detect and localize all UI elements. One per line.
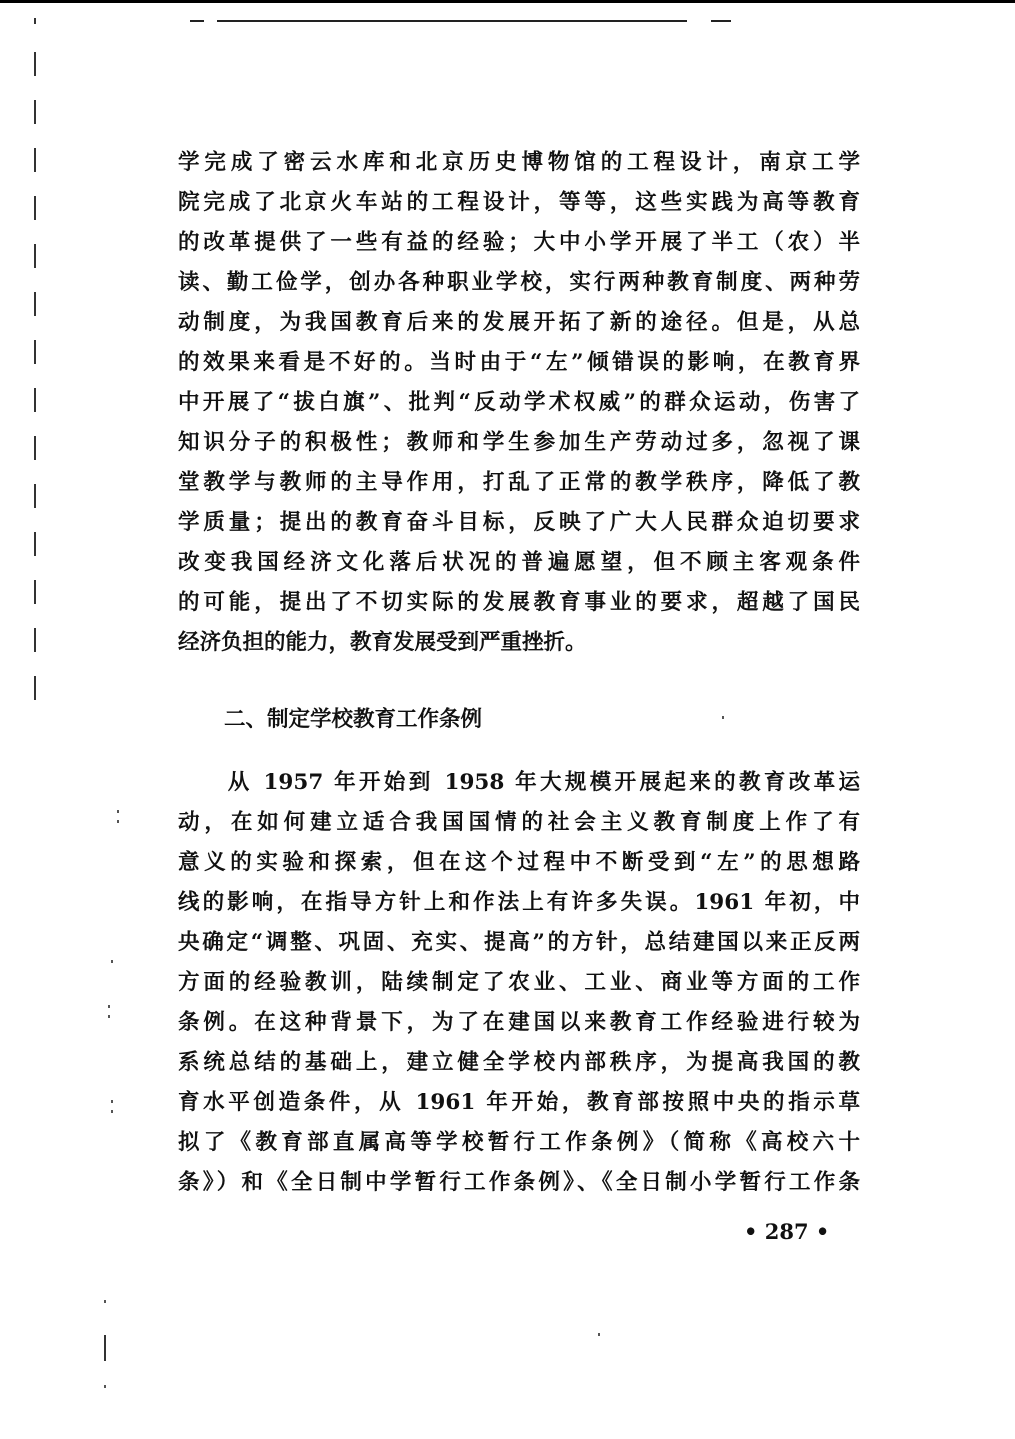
header-rule-main (217, 20, 687, 22)
text-line: 从 1957 年开始到 1958 年大规模开展起来的教育改革运 (178, 770, 860, 795)
header-rule-right (711, 20, 731, 22)
binding-mark (34, 340, 36, 364)
scan-speck (104, 1385, 106, 1388)
binding-mark (34, 18, 36, 24)
header-rule-left (190, 20, 204, 22)
binding-mark (34, 52, 36, 76)
scan-speck (108, 1005, 110, 1008)
text-line: 央确定“调整、巩固、充实、提高”的方针，总结建国以来正反两 (178, 930, 860, 955)
paragraph-continued (178, 143, 860, 663)
text-line: 意义的实验和探索，但在这个过程中不断受到“左”的思想路 (178, 850, 860, 875)
text-line: 系统总结的基础上，建立健全学校内部秩序，为提高我国的教 (178, 1050, 860, 1075)
scan-speck (111, 960, 113, 963)
text-line: 动制度，为我国教育后来的发展开拓了新的途径。但是，从总 (178, 310, 860, 335)
scan-speck (722, 716, 724, 719)
binding-mark (34, 388, 36, 412)
text-line: 拟了《教育部直属高等学校暂行工作条例》（简称《高校六十 (178, 1130, 860, 1155)
scan-speck (111, 1110, 113, 1113)
text-line: 改变我国经济文化落后状况的普遍愿望，但不顾主客观条件 (178, 550, 860, 575)
page-top-border (0, 0, 1015, 3)
binding-mark (34, 580, 36, 604)
scan-speck (108, 1015, 110, 1018)
text-line: 条》）和《全日制中学暂行工作条例》、《全日制小学暂行工作条 (178, 1170, 860, 1195)
text-line: 学完成了密云水库和北京历史博物馆的工程设计，南京工学 (178, 150, 860, 175)
binding-mark (34, 484, 36, 508)
paragraph-section-two (178, 763, 860, 1203)
scan-speck (598, 1333, 600, 1336)
text-line: 知识分子的积极性；教师和学生参加生产劳动过多，忽视了课 (178, 430, 860, 455)
scan-speck (104, 1335, 106, 1361)
text-line: 的可能，提出了不切实际的发展教育事业的要求，超越了国民 (178, 590, 860, 615)
binding-mark (34, 436, 36, 460)
text-line: 堂教学与教师的主导作用，打乱了正常的教学秩序，降低了教 (178, 470, 860, 495)
binding-mark (34, 148, 36, 172)
scan-speck (104, 1300, 106, 1303)
text-line: 育水平创造条件，从 1961 年开始，教育部按照中央的指示草 (178, 1090, 860, 1115)
text-line: 动，在如何建立适合我国国情的社会主义教育制度上作了有 (178, 810, 860, 835)
text-line: 院完成了北京火车站的工程设计，等等，这些实践为高等教育 (178, 190, 860, 215)
text-line: 线的影响，在指导方针上和作法上有许多失误。1961 年初，中 (178, 890, 860, 915)
text-line: 学质量；提出的教育奋斗目标，反映了广大人民群众迫切要求 (178, 510, 860, 535)
text-line: 的改革提供了一些有益的经验；大中小学开展了半工（农）半 (178, 230, 860, 255)
text-line: 的效果来看是不好的。当时由于“左”倾错误的影响，在教育界 (178, 350, 860, 375)
binding-mark (34, 628, 36, 652)
scan-speck (117, 810, 119, 813)
text-line: 读、勤工俭学，创办各种职业学校，实行两种教育制度、两种劳 (178, 270, 860, 295)
text-line: 方面的经验教训，陆续制定了农业、工业、商业等方面的工作 (178, 970, 860, 995)
scan-speck (111, 1100, 113, 1103)
text-line: 中开展了“拔白旗”、批判“反动学术权威”的群众运动，伤害了 (178, 390, 860, 415)
binding-mark (34, 196, 36, 220)
section-heading: 二、制定学校教育工作条例 (224, 707, 483, 732)
binding-mark (34, 244, 36, 268)
binding-mark (34, 292, 36, 316)
text-line: 条例。在这种背景下，为了在建国以来教育工作经验进行较为 (178, 1010, 860, 1035)
binding-mark (34, 100, 36, 124)
scan-speck (117, 820, 119, 823)
binding-mark (34, 676, 36, 700)
page-number: • 287 • (744, 1219, 830, 1244)
text-line: 经济负担的能力，教育发展受到严重挫折。 (178, 630, 587, 655)
binding-mark (34, 532, 36, 556)
